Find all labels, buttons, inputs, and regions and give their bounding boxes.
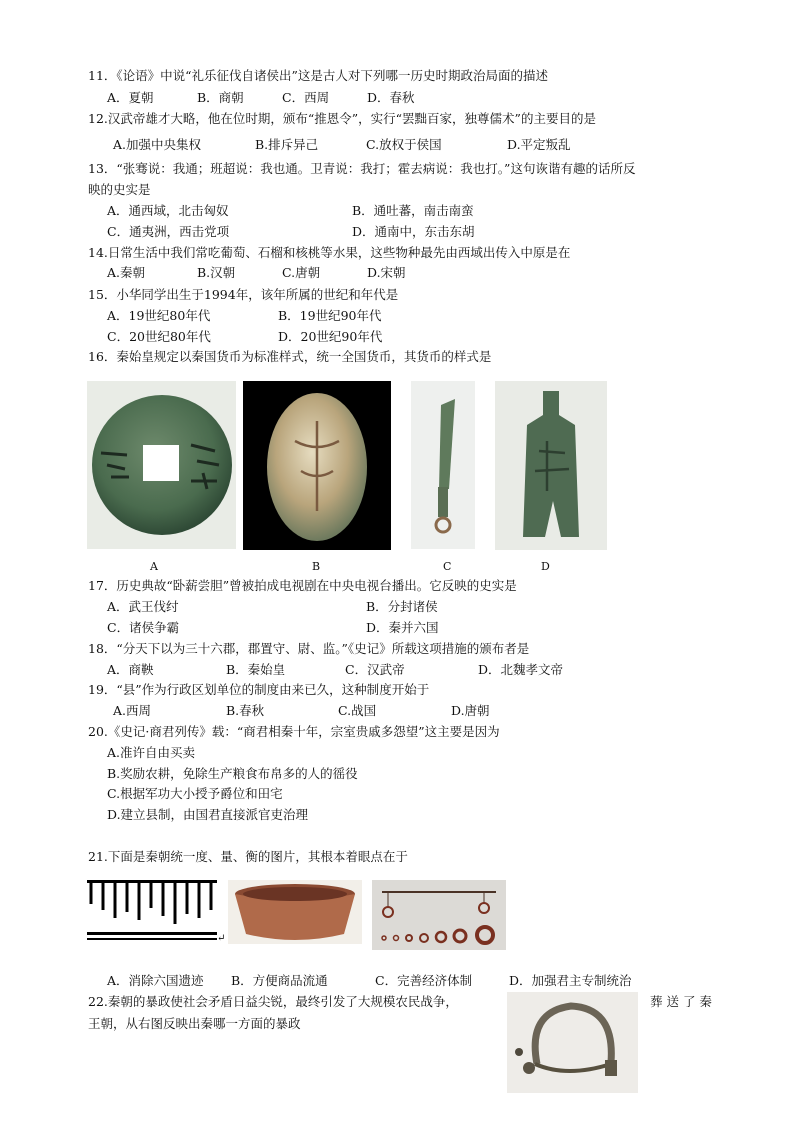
q22-stem-tail: 葬 送 了 秦 [650, 994, 712, 1009]
coin-c-image [411, 381, 475, 549]
coin-b-image [243, 381, 391, 550]
q16-stem: 16．秦始皇规定以秦国货币为标准样式，统一全国货币，其货币的样式是 [88, 349, 492, 364]
q20-option-c: C.根据军功大小授予爵位和田宅 [107, 786, 283, 801]
q21-stem: 21.下面是秦朝统一度、量、衡的图片，其根本着眼点在于 [88, 849, 408, 864]
caption-a: A [150, 560, 158, 573]
q13-stem-line1: 13．“张骞说：我通；班超说：我也通。卫青说：我打；霍去病说：我也打。”这句诙谐有趣的话所反 [88, 161, 636, 176]
q19-stem: 19．“县”作为行政区划单位的制度由来已久，这种制度开始于 [88, 682, 430, 697]
q11-option-c: C．西周 [282, 90, 330, 105]
q20-option-a: A.准许自由买卖 [107, 745, 196, 760]
q22-stem-line2: 王朝，从右图反映出秦哪一方面的暴政 [88, 1016, 301, 1031]
q12-option-d: D.平定叛乱 [507, 137, 571, 152]
caption-b: B [312, 560, 321, 573]
bronze-measure-bowl-icon [228, 880, 362, 944]
q14-option-b: B.汉朝 [197, 265, 236, 280]
q11-stem: 11．《论语》中说“礼乐征伐自诸侯出”这是古人对下列哪一历史时期政治局面的描述 [88, 68, 548, 83]
iron-shackle-icon [507, 992, 638, 1093]
q14-option-a: A.秦朝 [107, 265, 146, 280]
q20-stem: 20.《史记·商君列传》载：“商君相秦十年，宗室贵戚多怨望”这主要是因为 [88, 724, 500, 739]
q15-option-b: B．19世纪90年代 [278, 308, 382, 323]
q18-option-a: A．商鞅 [107, 662, 154, 677]
q19-option-d: D.唐朝 [451, 703, 490, 718]
q13-option-d: D．通南中，东击东胡 [352, 224, 475, 239]
q14-stem: 14.日常生活中我们常吃葡萄、石榴和核桃等水果，这些物种最先由西域出传入中原是在 [88, 245, 571, 260]
q11-option-b: B．商朝 [197, 90, 244, 105]
q12-option-c: C.放权于侯国 [366, 137, 442, 152]
q15-option-d: D．20世纪90年代 [278, 329, 383, 344]
q19-option-a: A.西周 [113, 703, 152, 718]
q15-stem: 15．小华同学出生于1994年，该年所属的世纪和年代是 [88, 287, 399, 302]
coin-a-image [87, 381, 236, 549]
ban-liang-coin-icon [87, 381, 236, 549]
caption-c: C [443, 560, 452, 573]
shell-coin-icon [243, 381, 391, 550]
q21-option-b: B．方便商品流通 [231, 973, 328, 988]
q11-option-a: A．夏朝 [107, 90, 154, 105]
q20-option-b: B.奖励农耕，免除生产粮食布帛多的人的徭役 [107, 766, 358, 781]
spade-coin-icon [495, 381, 607, 550]
q15-option-a: A．19世纪80年代 [107, 308, 211, 323]
q13-option-b: B．通吐蕃，南击南蛮 [352, 203, 474, 218]
q13-option-a: A．通西域，北击匈奴 [107, 203, 229, 218]
q17-option-a: A．武王伐纣 [107, 599, 179, 614]
q13-option-c: C．通夷洲，西击党项 [107, 224, 230, 239]
measure-image [228, 880, 362, 944]
q13-stem-line2: 映的史实是 [88, 182, 151, 197]
knife-coin-icon [411, 381, 475, 549]
q18-option-c: C．汉武帝 [345, 662, 405, 677]
scale-image [372, 880, 506, 950]
q12-option-a: A.加强中央集权 [113, 137, 202, 152]
balance-weights-icon [372, 880, 506, 950]
q21-option-c: C．完善经济体制 [375, 973, 473, 988]
shackle-image [507, 992, 638, 1093]
caption-d: D [541, 560, 550, 573]
q18-stem: 18．“分天下以为三十六郡，郡置守、尉、监。”《史记》所载这项措施的颁布者是 [88, 641, 530, 656]
q20-option-d: D.建立县制，由国君直接派官吏治理 [107, 807, 309, 822]
coin-d-image [495, 381, 607, 550]
q18-option-d: D．北魏孝文帝 [478, 662, 564, 677]
q11-option-d: D．春秋 [367, 90, 415, 105]
q14-option-d: D.宋朝 [367, 265, 406, 280]
q19-option-c: C.战国 [338, 703, 377, 718]
q14-option-c: C.唐朝 [282, 265, 321, 280]
q21-option-d: D．加强君主专制统治 [509, 973, 632, 988]
q15-option-c: C．20世纪80年代 [107, 329, 211, 344]
q17-option-d: D．秦并六国 [366, 620, 439, 635]
q22-stem-line1: 22.秦朝的暴政使社会矛盾日益尖锐，最终引发了大规模农民战争， [88, 994, 458, 1009]
q12-stem: 12.汉武帝雄才大略，他在位时期，颁布“推恩令”，实行“罢黜百家，独尊儒术”的主要目的是 [88, 111, 596, 126]
q19-option-b: B.春秋 [226, 703, 265, 718]
q12-option-b: B.排斥异己 [255, 137, 319, 152]
q17-option-b: B．分封诸侯 [366, 599, 438, 614]
return-mark: ↵ [217, 933, 226, 944]
ruler-image [87, 880, 217, 942]
q18-option-b: B．秦始皇 [226, 662, 286, 677]
q17-stem: 17．历史典故“卧薪尝胆”曾被拍成电视剧在中央电视台播出。它反映的史实是 [88, 578, 517, 593]
q17-option-c: C．诸侯争霸 [107, 620, 180, 635]
q21-option-a: A．消除六国遗迹 [107, 973, 204, 988]
ruler-icon [87, 880, 217, 942]
